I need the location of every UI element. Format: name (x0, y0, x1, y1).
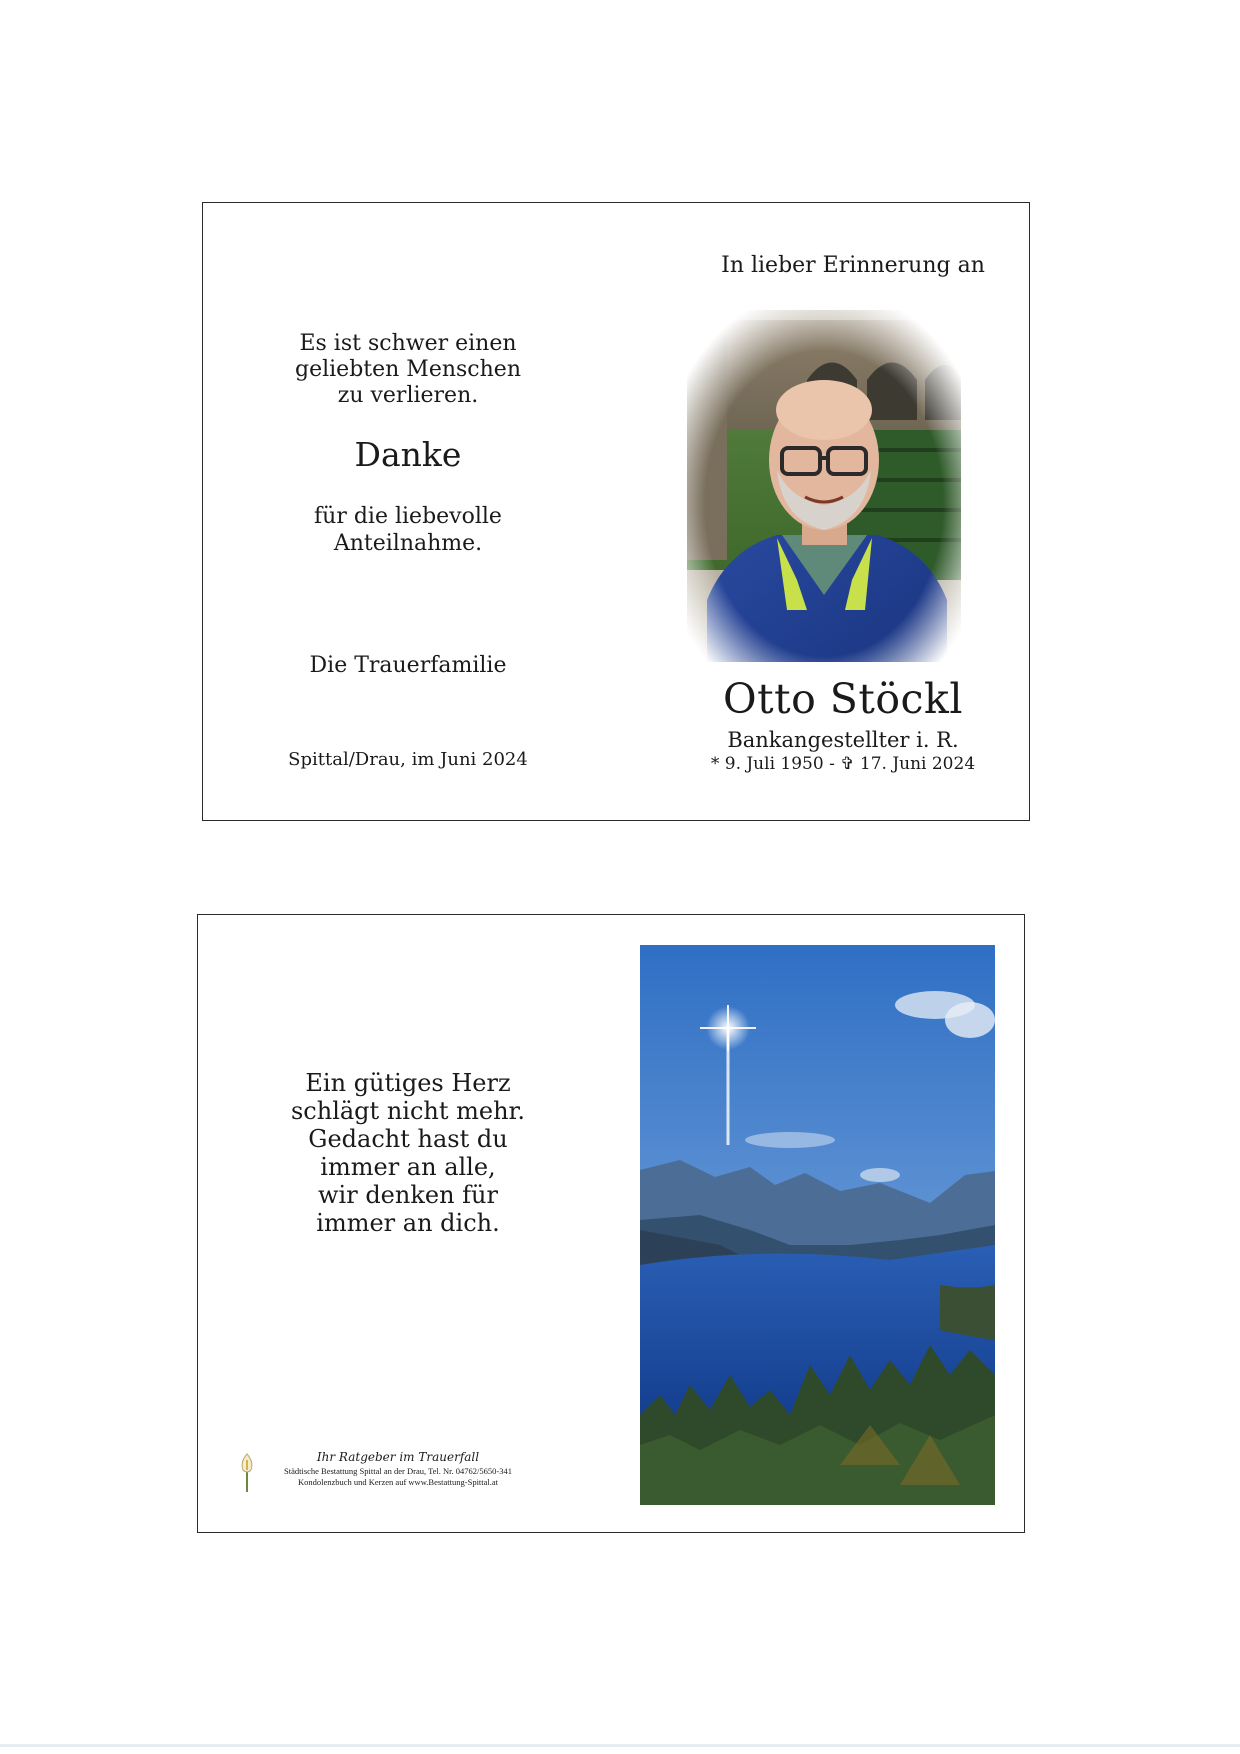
undertaker-web: Kondolenzbuch und Kerzen auf www.Bestattung-Spittal.at (297, 1477, 499, 1487)
condolence-line: zu verlieren. (337, 383, 479, 408)
undertaker-imprint (238, 1450, 538, 1510)
lake-landscape-photo (640, 945, 995, 1505)
calla-lily-icon (238, 1452, 256, 1494)
poem-line: Ein gütiges Herz (305, 1069, 511, 1097)
memorial-poem (273, 1069, 543, 1237)
undertaker-motto: Ihr Ratgeber im Trauerfall (316, 1450, 480, 1464)
life-dates: * 9. Juli 1950 - ✞ 17. Juni 2024 (710, 754, 976, 774)
poem-line: immer an dich. (316, 1209, 500, 1237)
back-card (197, 914, 1025, 1533)
condolence-text (273, 331, 543, 409)
person-occupation: Bankangestellter i. R. (727, 728, 959, 752)
intro-line: In lieber Erinnerung an (721, 253, 985, 278)
place-date: Spittal/Drau, im Juni 2024 (288, 749, 528, 770)
condolence-line: Es ist schwer einen (299, 331, 517, 356)
poem-line: immer an alle, (320, 1153, 496, 1181)
page-edge (0, 1744, 1240, 1747)
family-signature: Die Trauerfamilie (309, 653, 507, 678)
poem-line: wir denken für (318, 1181, 498, 1209)
thanks-heading: Danke (354, 435, 462, 474)
portrait-photo (687, 310, 961, 662)
front-card (202, 202, 1030, 821)
poem-line: Gedacht hast du (308, 1125, 508, 1153)
thanks-line: Anteilnahme. (333, 531, 483, 556)
poem-line: schlägt nicht mehr. (290, 1097, 526, 1125)
condolence-line: geliebten Menschen (295, 357, 521, 382)
person-name: Otto Stöckl (723, 675, 963, 723)
thanks-text (273, 503, 543, 557)
thanks-line: für die liebevolle (314, 504, 502, 529)
undertaker-address: Städtische Bestattung Spittal an der Drau, Tel. Nr. 04762/5650-341 (283, 1466, 512, 1476)
